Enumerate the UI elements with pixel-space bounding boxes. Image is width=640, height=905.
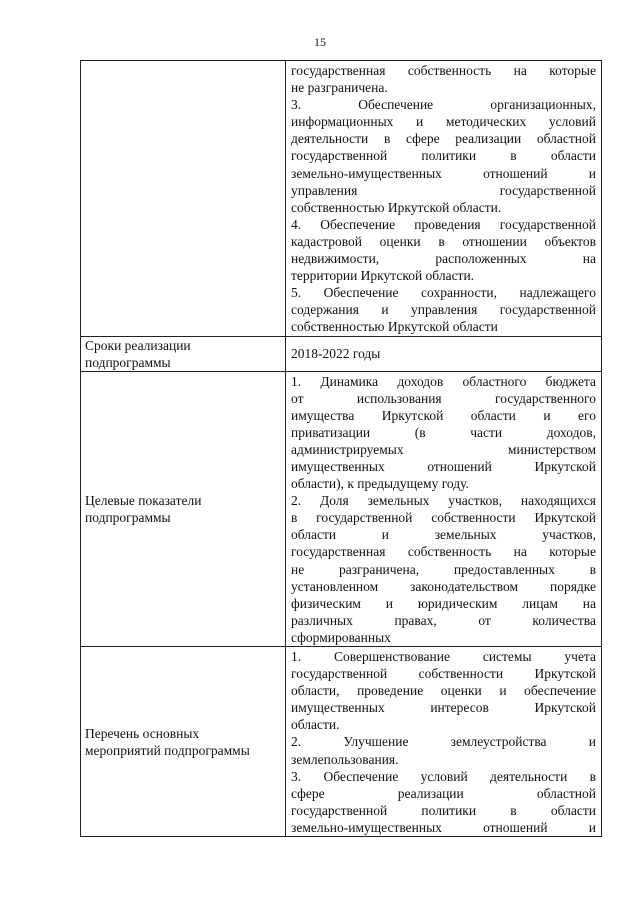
content-line: недвижимости, расположенных на bbox=[291, 251, 596, 267]
content-line: области, проведение оценки и обеспечение bbox=[291, 683, 596, 699]
content-line: от использования государственного bbox=[291, 390, 596, 406]
content-line: различных правах, от количества bbox=[291, 612, 596, 628]
row-label-cell bbox=[81, 647, 286, 837]
content-line: сформированных bbox=[291, 629, 391, 645]
content-line: 2018-2022 годы bbox=[291, 346, 381, 362]
content-line: не разграничена. bbox=[291, 80, 388, 96]
content-line: области), к предыдущему году. bbox=[291, 476, 469, 492]
content-line: государственной политики в области bbox=[291, 802, 596, 818]
content-line: государственная собственность на которые bbox=[291, 63, 596, 78]
content-line: земельно-имущественных отношений и bbox=[291, 819, 596, 835]
content-line: установленном законодательством порядке bbox=[291, 578, 596, 594]
content-line: государственной собственности Иркутской bbox=[291, 666, 596, 682]
row-content-cell bbox=[286, 371, 602, 647]
content-line: 3. Обеспечение организационных, bbox=[291, 97, 596, 113]
content-line: 2. Доля земельных участков, находящихся bbox=[291, 493, 596, 509]
content-line: государственная собственность на которые bbox=[291, 544, 596, 560]
content-line: имущественных отношений Иркутской bbox=[291, 458, 596, 474]
content-line: деятельности в сфере реализации областной bbox=[291, 131, 596, 147]
row-content-cell bbox=[286, 647, 602, 837]
content-line: 1. Совершенствование системы учета bbox=[291, 649, 596, 664]
row-label-cell bbox=[81, 61, 286, 337]
content-line: области и земельных участков, bbox=[291, 527, 596, 543]
content-line: приватизации (в части доходов, bbox=[291, 424, 596, 440]
page-number: 15 bbox=[314, 35, 326, 49]
row-label-line: Перечень основных bbox=[85, 725, 200, 741]
content-line: информационных и методических условий bbox=[291, 114, 596, 130]
content-line: сфере реализации областной bbox=[291, 785, 596, 801]
content-line: управления государственной bbox=[291, 182, 596, 198]
table-row bbox=[81, 61, 602, 337]
table-row bbox=[81, 371, 602, 647]
content-line: не разграничена, предоставленных в bbox=[291, 561, 596, 577]
content-line: собственностью Иркутской области. bbox=[291, 199, 502, 215]
row-label-line: подпрограммы bbox=[85, 354, 171, 370]
table-row bbox=[81, 647, 602, 837]
row-content-cell bbox=[286, 61, 602, 337]
content-line: администрируемых министерством bbox=[291, 441, 596, 457]
row-label-line: подпрограммы bbox=[85, 509, 171, 525]
content-line: 2. Улучшение землеустройства и bbox=[291, 734, 596, 750]
content-line: имущества Иркутской области и его bbox=[291, 407, 596, 423]
content-line: физическим и юридическим лицам на bbox=[291, 595, 596, 611]
content-line: 4. Обеспечение проведения государственной bbox=[291, 216, 596, 232]
row-label-line: Сроки реализации bbox=[85, 337, 191, 353]
passport-table bbox=[80, 60, 602, 837]
content-line: 5. Обеспечение сохранности, надлежащего bbox=[291, 285, 596, 301]
content-line: 1. Динамика доходов областного бюджета bbox=[291, 373, 596, 389]
content-line: имущественных интересов Иркутской bbox=[291, 700, 596, 716]
content-line: кадастровой оценки в отношении объектов bbox=[291, 233, 596, 249]
content-line: 3. Обеспечение условий деятельности в bbox=[291, 768, 596, 784]
content-line: территории Иркутской области. bbox=[291, 268, 475, 284]
row-label-line: мероприятий подпрограммы bbox=[85, 742, 250, 758]
content-line: государственной политики в области bbox=[291, 148, 596, 164]
table-row bbox=[81, 336, 602, 371]
content-line: землепользования. bbox=[291, 751, 399, 767]
row-label-line: Целевые показатели bbox=[85, 492, 202, 508]
content-line: области. bbox=[291, 717, 340, 733]
content-line: в государственной собственности Иркутской bbox=[291, 510, 596, 526]
row-content-cell bbox=[286, 336, 602, 371]
content-line: содержания и управления государственной bbox=[291, 302, 596, 318]
row-label-cell bbox=[81, 336, 286, 371]
content-line: собственностью Иркутской области bbox=[291, 319, 498, 335]
row-label-cell bbox=[81, 371, 286, 647]
content-line: земельно-имущественных отношений и bbox=[291, 165, 596, 181]
